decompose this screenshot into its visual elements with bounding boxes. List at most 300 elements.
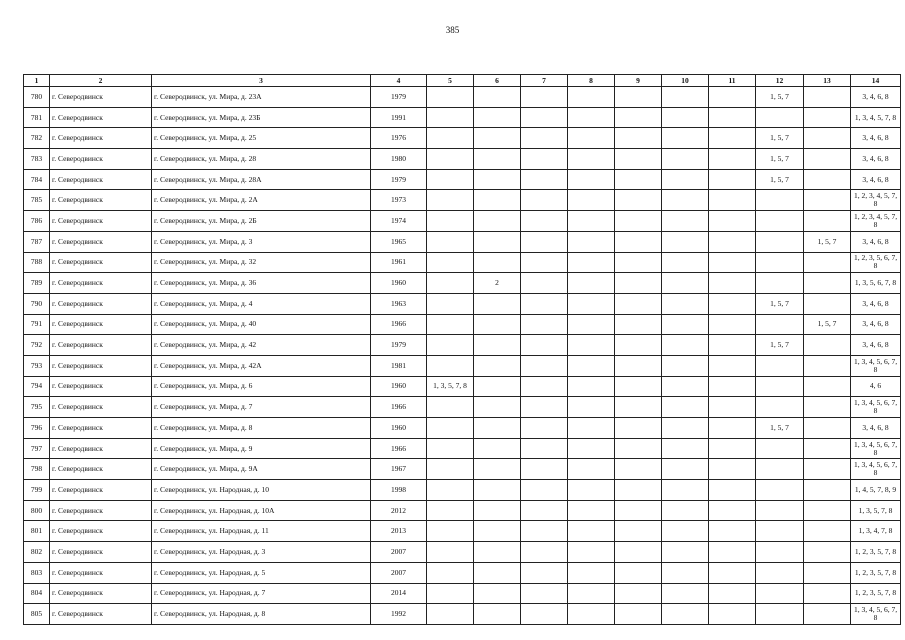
- col13-cell: [804, 459, 851, 480]
- col13-cell: [804, 438, 851, 459]
- col12-cell: 1, 5, 7: [756, 335, 804, 356]
- row-number: 796: [24, 418, 50, 439]
- col11-cell: [709, 459, 756, 480]
- settlement-cell: г. Северодвинск: [50, 211, 152, 232]
- col8-cell: [568, 604, 615, 625]
- col9-cell: [615, 107, 662, 128]
- col12-cell: [756, 190, 804, 211]
- table-row: [24, 355, 901, 376]
- address-cell: г. Северодвинск, ул. Народная, д. 10А: [152, 500, 371, 521]
- col5-cell: [427, 273, 474, 294]
- col9-cell: [615, 376, 662, 397]
- table-row: [24, 107, 901, 128]
- address-cell: г. Северодвинск, ул. Мира, д. 2Б: [152, 211, 371, 232]
- table-row: [24, 418, 901, 439]
- col13-cell: [804, 252, 851, 273]
- address-cell: г. Северодвинск, ул. Мира, д. 42А: [152, 355, 371, 376]
- col7-cell: [521, 231, 568, 252]
- col12-cell: [756, 542, 804, 563]
- col6-cell: [474, 190, 521, 211]
- col13-cell: 1, 5, 7: [804, 314, 851, 335]
- col14-cell: 1, 2, 3, 5, 6, 7, 8: [851, 252, 901, 273]
- col5-cell: [427, 583, 474, 604]
- settlement-cell: г. Северодвинск: [50, 231, 152, 252]
- year-cell: 1965: [371, 231, 427, 252]
- row-number: 784: [24, 169, 50, 190]
- year-cell: 1963: [371, 293, 427, 314]
- table-row: [24, 604, 901, 625]
- col7-cell: [521, 583, 568, 604]
- year-cell: 1961: [371, 252, 427, 273]
- column-header: 7: [521, 75, 568, 87]
- col13-cell: [804, 335, 851, 356]
- year-cell: 1966: [371, 397, 427, 418]
- year-cell: 1979: [371, 87, 427, 108]
- col12-cell: 1, 5, 7: [756, 128, 804, 149]
- col5-cell: [427, 397, 474, 418]
- table-row: [24, 500, 901, 521]
- row-number: 799: [24, 480, 50, 501]
- col9-cell: [615, 521, 662, 542]
- col10-cell: [662, 231, 709, 252]
- col10-cell: [662, 211, 709, 232]
- col6-cell: [474, 169, 521, 190]
- col7-cell: [521, 418, 568, 439]
- col7-cell: [521, 397, 568, 418]
- col8-cell: [568, 500, 615, 521]
- col11-cell: [709, 293, 756, 314]
- col10-cell: [662, 500, 709, 521]
- col7-cell: [521, 335, 568, 356]
- year-cell: 1960: [371, 273, 427, 294]
- col6-cell: [474, 87, 521, 108]
- col13-cell: [804, 542, 851, 563]
- table-row: [24, 149, 901, 170]
- table-row: [24, 128, 901, 149]
- col12-cell: [756, 273, 804, 294]
- col10-cell: [662, 252, 709, 273]
- col9-cell: [615, 335, 662, 356]
- col10-cell: [662, 314, 709, 335]
- col14-cell: 3, 4, 6, 8: [851, 231, 901, 252]
- col11-cell: [709, 521, 756, 542]
- table-body: [24, 87, 901, 625]
- col14-cell: 1, 4, 5, 7, 8, 9: [851, 480, 901, 501]
- col10-cell: [662, 355, 709, 376]
- col7-cell: [521, 293, 568, 314]
- col8-cell: [568, 190, 615, 211]
- col14-cell: 1, 3, 4, 5, 6, 7, 8: [851, 438, 901, 459]
- col5-cell: [427, 480, 474, 501]
- col6-cell: [474, 418, 521, 439]
- col5-cell: [427, 418, 474, 439]
- table-row: [24, 87, 901, 108]
- col7-cell: [521, 542, 568, 563]
- col5-cell: [427, 252, 474, 273]
- address-cell: г. Северодвинск, ул. Народная, д. 11: [152, 521, 371, 542]
- col10-cell: [662, 583, 709, 604]
- col10-cell: [662, 459, 709, 480]
- settlement-cell: г. Северодвинск: [50, 107, 152, 128]
- col7-cell: [521, 480, 568, 501]
- col7-cell: [521, 190, 568, 211]
- col9-cell: [615, 252, 662, 273]
- col8-cell: [568, 459, 615, 480]
- settlement-cell: г. Северодвинск: [50, 418, 152, 439]
- settlement-cell: г. Северодвинск: [50, 459, 152, 480]
- col7-cell: [521, 500, 568, 521]
- col12-cell: [756, 604, 804, 625]
- col7-cell: [521, 314, 568, 335]
- col5-cell: [427, 149, 474, 170]
- col8-cell: [568, 562, 615, 583]
- year-cell: 2014: [371, 583, 427, 604]
- col9-cell: [615, 583, 662, 604]
- col5-cell: [427, 314, 474, 335]
- col14-cell: 4, 6: [851, 376, 901, 397]
- col13-cell: [804, 521, 851, 542]
- col9-cell: [615, 273, 662, 294]
- row-number: 789: [24, 273, 50, 294]
- table-row: [24, 211, 901, 232]
- col6-cell: [474, 480, 521, 501]
- column-header: 8: [568, 75, 615, 87]
- col6-cell: [474, 128, 521, 149]
- col14-cell: 1, 2, 3, 5, 7, 8: [851, 562, 901, 583]
- col9-cell: [615, 314, 662, 335]
- col10-cell: [662, 293, 709, 314]
- col13-cell: [804, 562, 851, 583]
- column-header: 13: [804, 75, 851, 87]
- col7-cell: [521, 562, 568, 583]
- year-cell: 1966: [371, 314, 427, 335]
- col10-cell: [662, 604, 709, 625]
- table-row: [24, 231, 901, 252]
- col11-cell: [709, 438, 756, 459]
- col6-cell: [474, 562, 521, 583]
- col11-cell: [709, 231, 756, 252]
- col5-cell: [427, 293, 474, 314]
- col7-cell: [521, 438, 568, 459]
- col11-cell: [709, 480, 756, 501]
- col8-cell: [568, 252, 615, 273]
- column-header: 9: [615, 75, 662, 87]
- col6-cell: [474, 335, 521, 356]
- col9-cell: [615, 500, 662, 521]
- col5-cell: [427, 459, 474, 480]
- table-row: [24, 583, 901, 604]
- col9-cell: [615, 211, 662, 232]
- col13-cell: [804, 355, 851, 376]
- year-cell: 1966: [371, 438, 427, 459]
- col12-cell: [756, 438, 804, 459]
- table-row: [24, 480, 901, 501]
- address-cell: г. Северодвинск, ул. Мира, д. 8: [152, 418, 371, 439]
- col14-cell: 3, 4, 6, 8: [851, 128, 901, 149]
- col11-cell: [709, 314, 756, 335]
- col8-cell: [568, 480, 615, 501]
- row-number: 803: [24, 562, 50, 583]
- col14-cell: 1, 3, 4, 5, 6, 7, 8: [851, 355, 901, 376]
- col12-cell: 1, 5, 7: [756, 293, 804, 314]
- row-number: 788: [24, 252, 50, 273]
- column-header: 14: [851, 75, 901, 87]
- col6-cell: [474, 542, 521, 563]
- address-cell: г. Северодвинск, ул. Мира, д. 6: [152, 376, 371, 397]
- col11-cell: [709, 211, 756, 232]
- address-cell: г. Северодвинск, ул. Мира, д. 40: [152, 314, 371, 335]
- col14-cell: 3, 4, 6, 8: [851, 293, 901, 314]
- row-number: 781: [24, 107, 50, 128]
- col12-cell: [756, 376, 804, 397]
- col9-cell: [615, 480, 662, 501]
- col5-cell: [427, 107, 474, 128]
- col7-cell: [521, 521, 568, 542]
- col5-cell: [427, 87, 474, 108]
- row-number: 801: [24, 521, 50, 542]
- col8-cell: [568, 583, 615, 604]
- col12-cell: [756, 397, 804, 418]
- col11-cell: [709, 355, 756, 376]
- settlement-cell: г. Северодвинск: [50, 542, 152, 563]
- address-cell: г. Северодвинск, ул. Мира, д. 36: [152, 273, 371, 294]
- col14-cell: 1, 2, 3, 4, 5, 7, 8: [851, 211, 901, 232]
- year-cell: 1973: [371, 190, 427, 211]
- col13-cell: [804, 87, 851, 108]
- table-row: [24, 521, 901, 542]
- row-number: 802: [24, 542, 50, 563]
- col12-cell: [756, 480, 804, 501]
- col10-cell: [662, 521, 709, 542]
- settlement-cell: г. Северодвинск: [50, 128, 152, 149]
- col14-cell: 1, 3, 5, 7, 8: [851, 500, 901, 521]
- col7-cell: [521, 604, 568, 625]
- col6-cell: [474, 252, 521, 273]
- address-cell: г. Северодвинск, ул. Мира, д. 9: [152, 438, 371, 459]
- col9-cell: [615, 169, 662, 190]
- col11-cell: [709, 149, 756, 170]
- address-cell: г. Северодвинск, ул. Народная, д. 3: [152, 542, 371, 563]
- address-cell: г. Северодвинск, ул. Мира, д. 9А: [152, 459, 371, 480]
- col8-cell: [568, 149, 615, 170]
- row-number: 792: [24, 335, 50, 356]
- col12-cell: 1, 5, 7: [756, 149, 804, 170]
- year-cell: 1992: [371, 604, 427, 625]
- col14-cell: 1, 3, 4, 5, 7, 8: [851, 107, 901, 128]
- col7-cell: [521, 211, 568, 232]
- col9-cell: [615, 190, 662, 211]
- col6-cell: [474, 149, 521, 170]
- col5-cell: [427, 211, 474, 232]
- col8-cell: [568, 542, 615, 563]
- col7-cell: [521, 376, 568, 397]
- col13-cell: 1, 5, 7: [804, 231, 851, 252]
- col5-cell: [427, 438, 474, 459]
- row-number: 787: [24, 231, 50, 252]
- settlement-cell: г. Северодвинск: [50, 397, 152, 418]
- col5-cell: [427, 231, 474, 252]
- col13-cell: [804, 149, 851, 170]
- col6-cell: [474, 231, 521, 252]
- col10-cell: [662, 273, 709, 294]
- settlement-cell: г. Северодвинск: [50, 190, 152, 211]
- year-cell: 2012: [371, 500, 427, 521]
- col12-cell: 1, 5, 7: [756, 418, 804, 439]
- col11-cell: [709, 542, 756, 563]
- col9-cell: [615, 231, 662, 252]
- table-row: [24, 376, 901, 397]
- col5-cell: [427, 335, 474, 356]
- col11-cell: [709, 169, 756, 190]
- col14-cell: 3, 4, 6, 8: [851, 335, 901, 356]
- col14-cell: 1, 2, 3, 5, 7, 8: [851, 583, 901, 604]
- col13-cell: [804, 107, 851, 128]
- settlement-cell: г. Северодвинск: [50, 149, 152, 170]
- address-cell: г. Северодвинск, ул. Мира, д. 28А: [152, 169, 371, 190]
- col9-cell: [615, 149, 662, 170]
- col5-cell: [427, 355, 474, 376]
- col13-cell: [804, 169, 851, 190]
- col14-cell: 1, 3, 5, 6, 7, 8: [851, 273, 901, 294]
- address-cell: г. Северодвинск, ул. Народная, д. 10: [152, 480, 371, 501]
- settlement-cell: г. Северодвинск: [50, 355, 152, 376]
- col11-cell: [709, 107, 756, 128]
- column-header: 1: [24, 75, 50, 87]
- col7-cell: [521, 355, 568, 376]
- year-cell: 1967: [371, 459, 427, 480]
- col8-cell: [568, 314, 615, 335]
- col9-cell: [615, 438, 662, 459]
- col9-cell: [615, 128, 662, 149]
- address-cell: г. Северодвинск, ул. Мира, д. 23А: [152, 87, 371, 108]
- col12-cell: [756, 562, 804, 583]
- header-row: [24, 75, 901, 87]
- row-number: 795: [24, 397, 50, 418]
- table-row: [24, 293, 901, 314]
- col10-cell: [662, 169, 709, 190]
- table-row: [24, 169, 901, 190]
- address-cell: г. Северодвинск, ул. Мира, д. 25: [152, 128, 371, 149]
- row-number: 786: [24, 211, 50, 232]
- col10-cell: [662, 190, 709, 211]
- col11-cell: [709, 418, 756, 439]
- year-cell: 1998: [371, 480, 427, 501]
- column-header: 6: [474, 75, 521, 87]
- column-header: 4: [371, 75, 427, 87]
- col7-cell: [521, 107, 568, 128]
- settlement-cell: г. Северодвинск: [50, 521, 152, 542]
- table-row: [24, 252, 901, 273]
- col7-cell: [521, 128, 568, 149]
- col14-cell: 1, 2, 3, 5, 7, 8: [851, 542, 901, 563]
- col10-cell: [662, 87, 709, 108]
- col12-cell: 1, 5, 7: [756, 169, 804, 190]
- table-row: [24, 190, 901, 211]
- settlement-cell: г. Северодвинск: [50, 500, 152, 521]
- col12-cell: [756, 500, 804, 521]
- col9-cell: [615, 604, 662, 625]
- col10-cell: [662, 562, 709, 583]
- row-number: 785: [24, 190, 50, 211]
- col11-cell: [709, 252, 756, 273]
- col5-cell: [427, 562, 474, 583]
- col14-cell: 3, 4, 6, 8: [851, 87, 901, 108]
- settlement-cell: г. Северодвинск: [50, 583, 152, 604]
- col6-cell: [474, 397, 521, 418]
- page-number: 385: [445, 25, 460, 35]
- row-number: 797: [24, 438, 50, 459]
- col8-cell: [568, 438, 615, 459]
- table-row: [24, 562, 901, 583]
- col5-cell: 1, 3, 5, 7, 8: [427, 376, 474, 397]
- col11-cell: [709, 397, 756, 418]
- col8-cell: [568, 211, 615, 232]
- col9-cell: [615, 397, 662, 418]
- col13-cell: [804, 376, 851, 397]
- table-row: [24, 542, 901, 563]
- settlement-cell: г. Северодвинск: [50, 376, 152, 397]
- col6-cell: [474, 355, 521, 376]
- col6-cell: [474, 604, 521, 625]
- col13-cell: [804, 583, 851, 604]
- col10-cell: [662, 397, 709, 418]
- column-header: 3: [152, 75, 371, 87]
- col12-cell: [756, 231, 804, 252]
- table-row: [24, 314, 901, 335]
- col8-cell: [568, 169, 615, 190]
- col12-cell: [756, 355, 804, 376]
- col5-cell: [427, 604, 474, 625]
- col12-cell: [756, 252, 804, 273]
- row-number: 800: [24, 500, 50, 521]
- col6-cell: [474, 376, 521, 397]
- col10-cell: [662, 107, 709, 128]
- table-row: [24, 438, 901, 459]
- row-number: 782: [24, 128, 50, 149]
- row-number: 790: [24, 293, 50, 314]
- col11-cell: [709, 190, 756, 211]
- settlement-cell: г. Северодвинск: [50, 252, 152, 273]
- year-cell: 1980: [371, 149, 427, 170]
- col13-cell: [804, 128, 851, 149]
- col8-cell: [568, 376, 615, 397]
- col12-cell: [756, 521, 804, 542]
- col11-cell: [709, 562, 756, 583]
- col13-cell: [804, 604, 851, 625]
- column-header: 2: [50, 75, 152, 87]
- col12-cell: [756, 583, 804, 604]
- address-cell: г. Северодвинск, ул. Мира, д. 23Б: [152, 107, 371, 128]
- col7-cell: [521, 87, 568, 108]
- year-cell: 1960: [371, 376, 427, 397]
- col7-cell: [521, 459, 568, 480]
- col9-cell: [615, 293, 662, 314]
- register-table: [23, 74, 901, 625]
- col7-cell: [521, 149, 568, 170]
- col9-cell: [615, 355, 662, 376]
- address-cell: г. Северодвинск, ул. Народная, д. 7: [152, 583, 371, 604]
- col6-cell: [474, 211, 521, 232]
- address-cell: г. Северодвинск, ул. Мира, д. 28: [152, 149, 371, 170]
- col12-cell: [756, 107, 804, 128]
- col5-cell: [427, 169, 474, 190]
- row-number: 804: [24, 583, 50, 604]
- row-number: 805: [24, 604, 50, 625]
- col14-cell: 3, 4, 6, 8: [851, 418, 901, 439]
- col10-cell: [662, 418, 709, 439]
- col8-cell: [568, 521, 615, 542]
- col8-cell: [568, 335, 615, 356]
